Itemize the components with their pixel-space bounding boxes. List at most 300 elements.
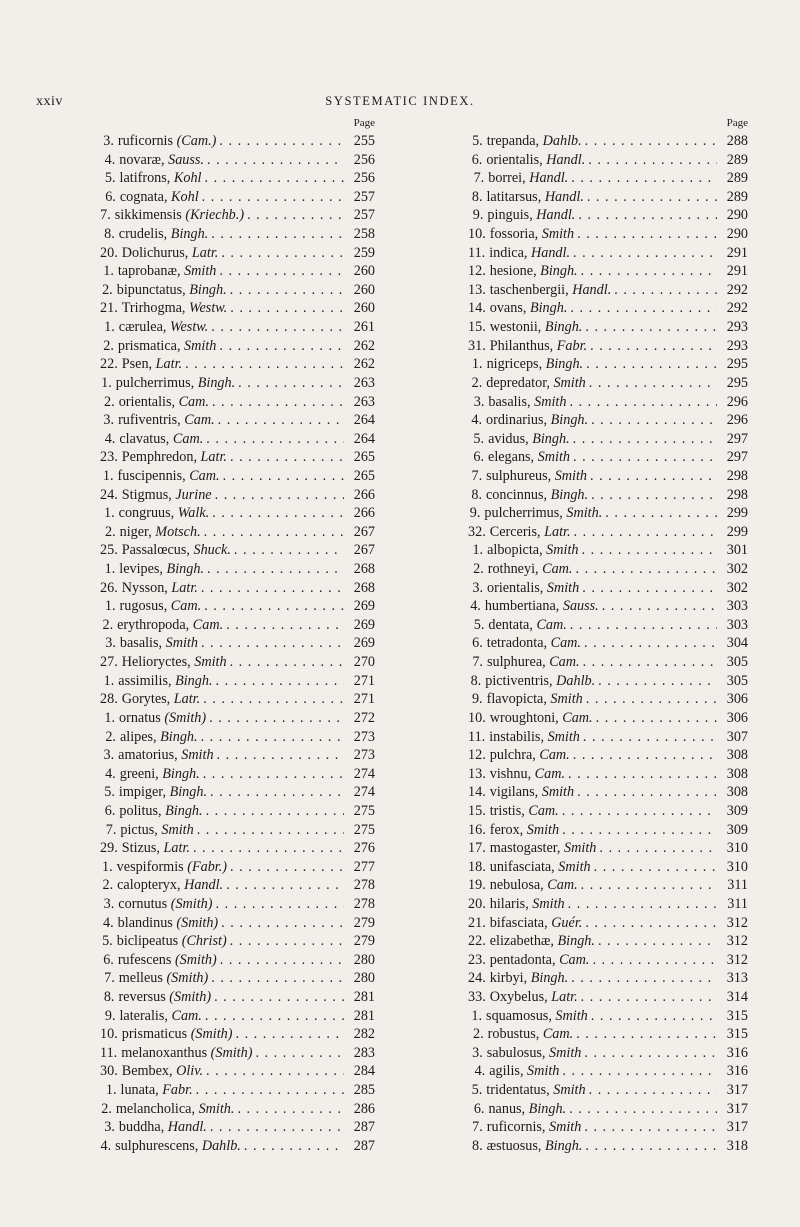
taxon-epithet: Trirhogma, — [121, 300, 186, 317]
page-reference: 255 — [353, 133, 375, 149]
taxon-author: Handl. — [167, 1119, 207, 1136]
dot-leader — [230, 299, 344, 318]
entry-number: 5. — [473, 616, 485, 633]
entry-number: 25. — [100, 542, 118, 559]
taxon-name — [488, 1100, 566, 1119]
page-reference: 267 — [353, 523, 375, 540]
taxon-name — [486, 151, 585, 170]
species-entry — [468, 1025, 748, 1044]
entry-number: 10. — [100, 1026, 118, 1043]
dot-leader — [570, 299, 717, 318]
taxon-epithet: ovans, — [489, 300, 527, 317]
entry-number: 23. — [100, 449, 118, 466]
entry-number: 24. — [100, 486, 118, 503]
taxon-author: Bingh. — [530, 970, 569, 987]
dot-leader — [201, 579, 344, 598]
entry-number: 2. — [102, 877, 114, 894]
species-entry — [100, 1007, 375, 1026]
entry-number: 4. — [470, 598, 481, 615]
entry-number: 20. — [468, 895, 486, 912]
entry-number: 11. — [468, 244, 486, 261]
taxon-name — [488, 448, 570, 467]
page-reference: 275 — [353, 802, 375, 819]
page-reference: 281 — [353, 989, 375, 1006]
taxon-author: Smith — [553, 1082, 586, 1099]
entry-number: 7. — [472, 654, 483, 671]
taxon-name — [488, 560, 573, 579]
taxon-name — [120, 169, 202, 188]
taxon-name — [122, 448, 227, 467]
taxon-author: Bingh. — [160, 728, 198, 745]
taxon-name — [490, 839, 597, 858]
taxon-epithet: erythropoda, — [117, 616, 190, 633]
page-reference: 291 — [726, 244, 748, 261]
taxon-name — [118, 672, 212, 691]
taxon-epithet: agilis, — [489, 1063, 524, 1080]
species-entry — [468, 597, 748, 616]
taxon-name — [122, 355, 182, 374]
genus-entry — [100, 355, 375, 374]
dot-leader — [586, 355, 717, 374]
taxon-name — [118, 132, 217, 151]
taxon-epithet: ornatus — [119, 709, 161, 726]
species-entry — [100, 225, 375, 244]
entry-number: 33. — [468, 989, 486, 1006]
page-reference: 297 — [726, 430, 748, 447]
taxon-name — [488, 1025, 574, 1044]
page-reference: 289 — [726, 151, 748, 168]
page-reference: 295 — [726, 356, 748, 373]
taxon-epithet: Stigmus, — [121, 486, 172, 503]
entry-number: 8. — [470, 672, 482, 689]
genus-entry — [100, 690, 375, 709]
dot-leader — [573, 430, 717, 449]
page-reference: 305 — [726, 672, 748, 689]
page-reference: 262 — [353, 356, 375, 373]
taxon-epithet: Psen, — [121, 356, 153, 373]
dot-leader — [196, 1081, 344, 1100]
taxon-epithet: impiger, — [118, 784, 167, 801]
taxon-name — [120, 597, 202, 616]
species-entry — [100, 858, 375, 877]
entry-number: 9. — [472, 207, 484, 224]
genus-entry — [100, 244, 375, 263]
species-entry — [100, 188, 375, 207]
entry-number: 8. — [471, 188, 483, 205]
dot-leader — [220, 951, 344, 970]
entry-number: 1. — [471, 356, 483, 373]
dot-leader — [568, 765, 717, 784]
page-reference: 261 — [353, 319, 375, 336]
taxon-author: Latr. — [544, 523, 571, 540]
dot-leader — [219, 262, 344, 281]
entry-number: 11. — [100, 1044, 118, 1061]
species-entry — [100, 672, 375, 691]
entry-number: 3. — [472, 1044, 483, 1061]
taxon-name — [485, 597, 599, 616]
taxon-author: Handl. — [546, 151, 586, 168]
taxon-name — [490, 932, 595, 951]
species-entry — [468, 430, 748, 449]
taxon-author: (Smith) — [169, 989, 212, 1006]
dot-leader — [193, 839, 344, 858]
page-reference: 266 — [353, 505, 375, 522]
taxon-name — [486, 1007, 588, 1026]
taxon-author: Westw. — [189, 300, 228, 317]
taxon-epithet: squamosus, — [486, 1007, 552, 1024]
taxon-epithet: æstuosus, — [486, 1137, 542, 1154]
taxon-name — [122, 486, 212, 505]
entry-number: 16. — [468, 821, 486, 838]
taxon-author: (Fabr.) — [187, 858, 228, 875]
page-reference: 291 — [726, 263, 748, 280]
dot-leader — [219, 132, 344, 151]
page-reference: 298 — [726, 467, 748, 484]
page-reference: 310 — [726, 858, 748, 875]
species-entry — [100, 951, 375, 970]
taxon-author: (Smith) — [210, 1044, 253, 1061]
taxon-author: Sauss. — [562, 598, 599, 615]
taxon-name — [485, 672, 595, 691]
dot-leader — [614, 281, 717, 300]
entry-number: 2. — [473, 1026, 484, 1043]
page-reference: 296 — [726, 412, 748, 429]
species-entry — [100, 262, 375, 281]
taxon-name — [119, 318, 208, 337]
taxon-author: Bingh. — [175, 672, 213, 689]
page-reference: 286 — [353, 1100, 375, 1117]
taxon-epithet: basalis, — [488, 393, 531, 410]
dot-leader — [598, 672, 717, 691]
taxon-name — [490, 746, 570, 765]
page-reference: 259 — [353, 244, 375, 261]
page-reference: 293 — [726, 319, 748, 336]
taxon-epithet: vigilans, — [489, 784, 539, 801]
taxon-epithet: cærulea, — [118, 319, 167, 336]
taxon-name — [490, 821, 559, 840]
dot-leader — [596, 709, 717, 728]
dot-leader — [207, 560, 344, 579]
dot-leader — [584, 634, 717, 653]
taxon-epithet: kirbyi, — [489, 970, 528, 987]
taxon-name — [490, 858, 591, 877]
dot-leader — [230, 281, 344, 300]
dot-leader — [238, 374, 344, 393]
taxon-epithet: avidus, — [488, 430, 529, 447]
page-reference: 273 — [353, 728, 375, 745]
species-entry — [100, 132, 375, 151]
dot-leader — [588, 151, 717, 170]
entry-number: 8. — [103, 989, 115, 1006]
species-entry — [468, 448, 748, 467]
taxon-name — [118, 411, 215, 430]
entry-number: 22. — [100, 356, 118, 373]
species-entry — [100, 560, 375, 579]
taxon-author: Smith — [549, 1044, 582, 1061]
page-reference: 260 — [353, 263, 375, 280]
genus-entry — [100, 486, 375, 505]
species-entry — [100, 914, 375, 933]
page-reference: 287 — [353, 1119, 375, 1136]
page-reference: 302 — [726, 561, 748, 578]
entry-number: 7. — [100, 207, 111, 224]
taxon-epithet: sulphureus, — [486, 467, 552, 484]
taxon-epithet: reversus — [118, 989, 166, 1006]
taxon-author: Sauss. — [168, 151, 204, 168]
page-reference: 275 — [353, 821, 375, 838]
page-reference: 264 — [353, 412, 375, 429]
taxon-epithet: wroughtoni, — [489, 709, 559, 726]
taxon-name — [121, 1044, 252, 1063]
taxon-name — [120, 765, 200, 784]
species-entry — [468, 299, 748, 318]
entry-number: 1. — [102, 467, 114, 484]
taxon-name — [489, 1062, 559, 1081]
taxon-author: Smith — [554, 467, 588, 484]
dot-leader — [230, 653, 344, 672]
page-reference: 303 — [726, 616, 748, 633]
taxon-name — [486, 374, 586, 393]
page-reference: 309 — [726, 821, 748, 838]
taxon-author: Cam. — [170, 598, 202, 615]
species-entry — [468, 151, 748, 170]
taxon-author: Latr. — [155, 356, 183, 373]
species-entry — [468, 969, 748, 988]
taxon-author: Smith — [549, 1119, 582, 1136]
taxon-name — [119, 225, 208, 244]
dot-leader — [230, 448, 344, 467]
genus-entry — [100, 579, 375, 598]
species-entry — [468, 411, 748, 430]
taxon-name — [119, 393, 209, 412]
taxon-epithet: pulchra, — [489, 747, 536, 764]
species-entry — [468, 876, 748, 895]
taxon-epithet: mastogaster, — [489, 840, 561, 857]
taxon-author: (Cam.) — [176, 133, 217, 149]
taxon-epithet: pulcherrimus, — [484, 505, 563, 522]
dot-leader — [574, 523, 717, 542]
taxon-epithet: Stizus, — [121, 840, 160, 857]
page-reference: 268 — [353, 561, 375, 578]
dot-leader — [584, 1118, 717, 1137]
dot-leader — [585, 1137, 717, 1156]
taxon-author: Bingh. — [545, 356, 584, 373]
taxon-author: Smith. — [198, 1100, 235, 1117]
species-entry — [468, 541, 748, 560]
taxon-name — [116, 1100, 235, 1119]
entry-list — [468, 132, 748, 1156]
taxon-epithet: calopteryx, — [117, 877, 181, 894]
page-reference: 285 — [353, 1082, 375, 1099]
page-reference: 279 — [353, 914, 375, 931]
species-entry — [100, 504, 375, 523]
species-entry — [468, 1007, 748, 1026]
taxon-epithet: Nysson, — [121, 579, 168, 596]
page-number: xxiv — [36, 94, 63, 109]
entry-number: 1. — [104, 709, 115, 726]
dot-leader — [591, 486, 717, 505]
taxon-name — [119, 504, 210, 523]
page-reference: 288 — [726, 133, 748, 149]
taxon-epithet: blandinus — [117, 914, 173, 931]
page-reference: 276 — [353, 840, 375, 857]
species-entry — [468, 858, 748, 877]
page-reference: 280 — [353, 970, 375, 987]
page-reference: 279 — [353, 933, 375, 950]
taxon-name — [118, 951, 217, 970]
taxon-author: Smith — [546, 542, 579, 559]
taxon-name — [120, 634, 198, 653]
species-entry — [468, 653, 748, 672]
page-reference: 265 — [353, 467, 375, 484]
dot-leader — [582, 541, 718, 560]
entry-number: 10. — [468, 226, 486, 243]
taxon-epithet: flavopicta, — [486, 691, 547, 708]
entry-number: 5. — [473, 430, 485, 447]
taxon-name — [487, 1044, 582, 1063]
dot-leader — [569, 393, 717, 412]
entry-number: 6. — [472, 635, 483, 652]
dot-leader — [211, 969, 344, 988]
species-entry — [468, 579, 748, 598]
dot-leader — [204, 597, 344, 616]
taxon-author: Kohl — [173, 170, 202, 187]
taxon-epithet: melancholica, — [115, 1100, 196, 1117]
entry-number: 4. — [474, 1063, 486, 1080]
species-entry — [468, 634, 748, 653]
dot-leader — [590, 467, 717, 486]
taxon-author: Bingh. — [170, 226, 209, 243]
genus-entry — [100, 653, 375, 672]
entry-number: 3. — [473, 393, 485, 410]
taxon-name — [117, 281, 227, 300]
taxon-name — [487, 132, 582, 151]
page-reference: 305 — [726, 654, 748, 671]
taxon-name — [122, 653, 227, 672]
species-entry — [468, 318, 748, 337]
taxon-author: Handl. — [536, 207, 576, 224]
page-reference: 303 — [726, 598, 748, 615]
taxon-name — [487, 355, 584, 374]
taxon-author: Bingh. — [550, 486, 589, 503]
dot-leader — [203, 690, 344, 709]
dot-leader — [201, 634, 344, 653]
taxon-author: (Smith) — [166, 970, 209, 987]
taxon-author: Bingh. — [528, 1100, 567, 1117]
taxon-epithet: Pemphredon, — [121, 449, 197, 466]
entry-number: 6. — [473, 449, 485, 466]
entry-number: 1. — [471, 1007, 483, 1024]
entry-number: 4. — [105, 765, 116, 782]
taxon-epithet: levipes, — [119, 561, 163, 578]
species-entry — [100, 337, 375, 356]
taxon-epithet: concinnus, — [486, 486, 548, 503]
species-entry — [100, 151, 375, 170]
dot-leader — [237, 1100, 344, 1119]
taxon-author: Smith — [541, 226, 575, 243]
species-entry — [468, 244, 748, 263]
page-reference: 292 — [726, 300, 748, 317]
taxon-author: Latr. — [171, 579, 198, 596]
taxon-author: Handl. — [530, 244, 570, 261]
page-reference: 277 — [353, 858, 375, 875]
taxon-name — [119, 783, 207, 802]
entry-number: 6. — [105, 188, 116, 205]
entry-number: 28. — [100, 691, 118, 708]
page-reference: 265 — [353, 449, 375, 466]
taxon-epithet: prismatica, — [117, 337, 181, 354]
taxon-name — [119, 802, 202, 821]
page-reference: 317 — [726, 1100, 748, 1117]
taxon-epithet: sabulosus, — [486, 1044, 546, 1061]
taxon-name — [122, 299, 228, 318]
genus-entry — [100, 1062, 375, 1081]
page-reference: 290 — [726, 207, 748, 224]
taxon-name — [119, 1118, 207, 1137]
species-entry — [100, 821, 375, 840]
entry-number: 4. — [104, 430, 116, 447]
dot-leader — [211, 318, 344, 337]
entry-number: 5. — [104, 784, 115, 801]
page-reference: 274 — [353, 784, 375, 801]
taxon-epithet: biclipeatus — [116, 933, 179, 950]
taxon-author: Dahlb. — [201, 1137, 241, 1154]
genus-entry — [100, 448, 375, 467]
entry-number: 5. — [104, 170, 116, 187]
page-column-header: Page — [353, 117, 375, 129]
taxon-name — [487, 541, 578, 560]
taxon-author: Cam. — [550, 635, 581, 652]
dot-leader — [585, 914, 717, 933]
taxon-author: (Smith) — [170, 895, 213, 912]
dot-leader — [209, 709, 344, 728]
taxon-author: (Christ) — [181, 933, 227, 950]
entry-number: 2. — [102, 281, 113, 298]
dot-leader — [577, 225, 717, 244]
entry-number: 1. — [472, 542, 484, 559]
taxon-epithet: bipunctatus, — [116, 281, 186, 298]
species-entry — [468, 839, 748, 858]
taxon-epithet: rufiventris, — [118, 412, 181, 429]
page-reference: 311 — [727, 895, 748, 912]
entry-number: 2. — [105, 728, 116, 745]
taxon-name — [490, 988, 578, 1007]
page-reference: 268 — [353, 579, 375, 596]
entry-number: 2. — [101, 1100, 112, 1117]
page-reference: 256 — [353, 170, 375, 187]
page-reference: 289 — [726, 188, 748, 205]
page-reference: 281 — [353, 1007, 375, 1024]
species-entry — [100, 467, 375, 486]
dot-leader — [602, 597, 717, 616]
dot-leader — [210, 783, 344, 802]
dot-leader — [599, 839, 717, 858]
taxon-epithet: orientalis, — [486, 151, 543, 168]
taxon-epithet: niger, — [119, 523, 152, 540]
taxon-epithet: crudelis, — [118, 226, 168, 243]
dot-leader — [206, 802, 344, 821]
genus-entry — [468, 988, 748, 1007]
taxon-author: Smith — [550, 691, 583, 708]
taxon-name — [490, 281, 612, 300]
species-entry — [468, 374, 748, 393]
taxon-name — [487, 206, 575, 225]
page-reference: 260 — [353, 300, 375, 317]
page-reference: 287 — [353, 1137, 375, 1154]
page-reference: 260 — [353, 281, 375, 298]
taxon-author: Cam. — [192, 616, 224, 633]
entry-number: 29. — [100, 840, 118, 857]
